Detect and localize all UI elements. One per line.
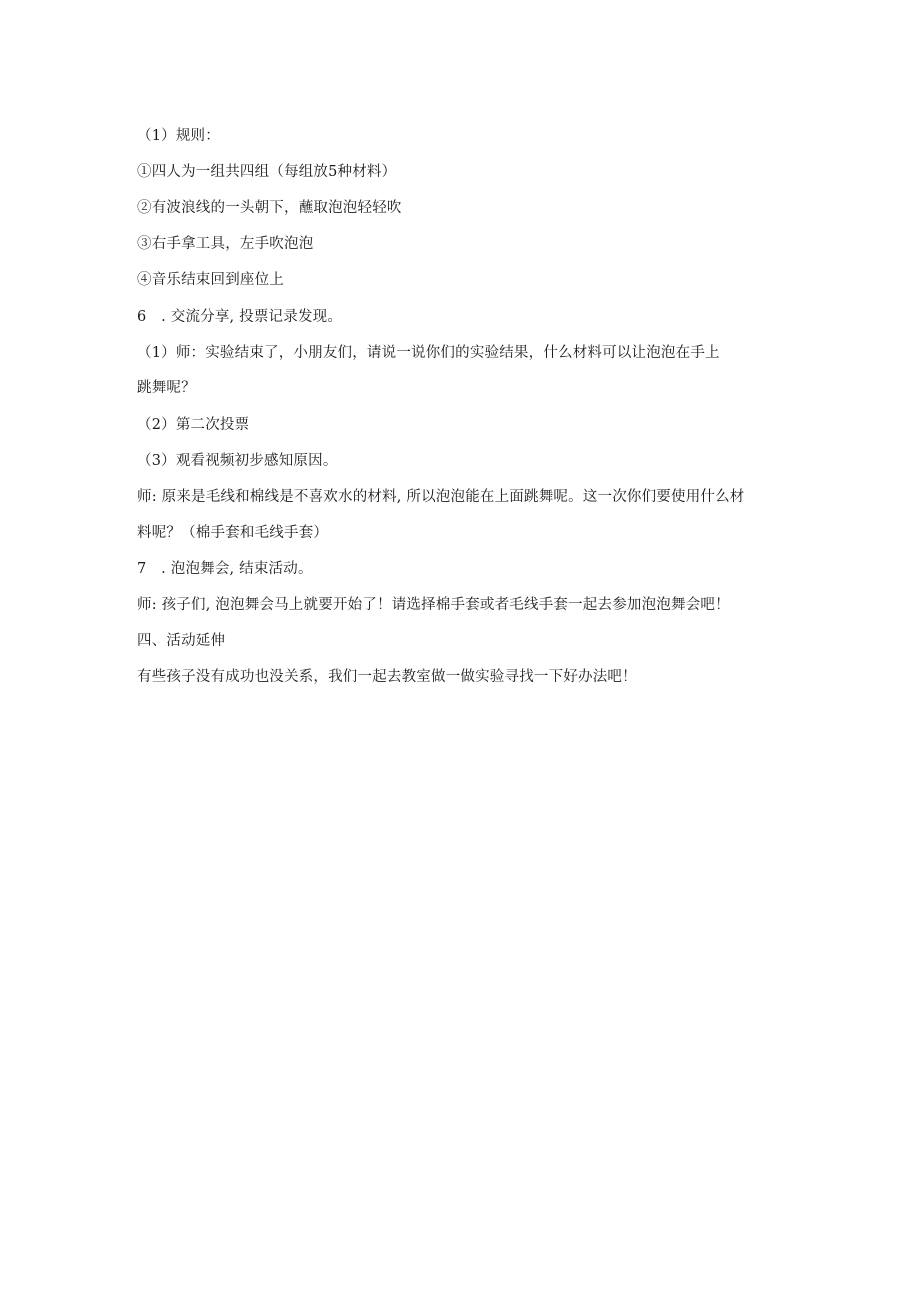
step-7-heading: 7 . 泡泡舞会, 结束活动。: [137, 561, 313, 577]
step-6-paragraph-1: （1）师：实验结束了，小朋友们，请说一说你们的实验结果，什么材料可以让泡泡在手上: [137, 345, 720, 361]
step-6-heading: 6 . 交流分享, 投票记录发现。: [137, 309, 343, 325]
teacher-paragraph-1-cont: 料呢？（棉手套和毛线手套）: [137, 525, 329, 541]
step-6-item-3: （3）观看视频初步感知原因。: [137, 453, 338, 469]
rules-heading: （1）规则：: [137, 128, 220, 144]
rule-item-4: ④音乐结束回到座位上: [137, 272, 284, 288]
step-6-paragraph-1-cont: 跳舞呢？: [137, 380, 196, 396]
rule-item-2: ②有波浪线的一头朝下，蘸取泡泡轻轻吹: [137, 200, 402, 216]
teacher-paragraph-1: 师: 原来是毛线和棉线是不喜欢水的材料, 所以泡泡能在上面跳舞呢。这一次你们要使用什么材: [137, 489, 745, 505]
teacher-paragraph-2: 师: 孩子们, 泡泡舞会马上就要开始了！请选择棉手套或者毛线手套一起去参加泡泡舞会吧！: [137, 597, 730, 613]
step-6-item-2: （2）第二次投票: [137, 417, 250, 433]
rule-item-3: ③右手拿工具，左手吹泡泡: [137, 236, 314, 252]
rule-item-1: ①四人为一组共四组（每组放5种材料）: [137, 164, 397, 180]
section-4-heading: 四、活动延伸: [137, 633, 226, 649]
extension-paragraph: 有些孩子没有成功也没关系，我们一起去教室做一做实验寻找一下好办法吧！: [137, 669, 637, 685]
